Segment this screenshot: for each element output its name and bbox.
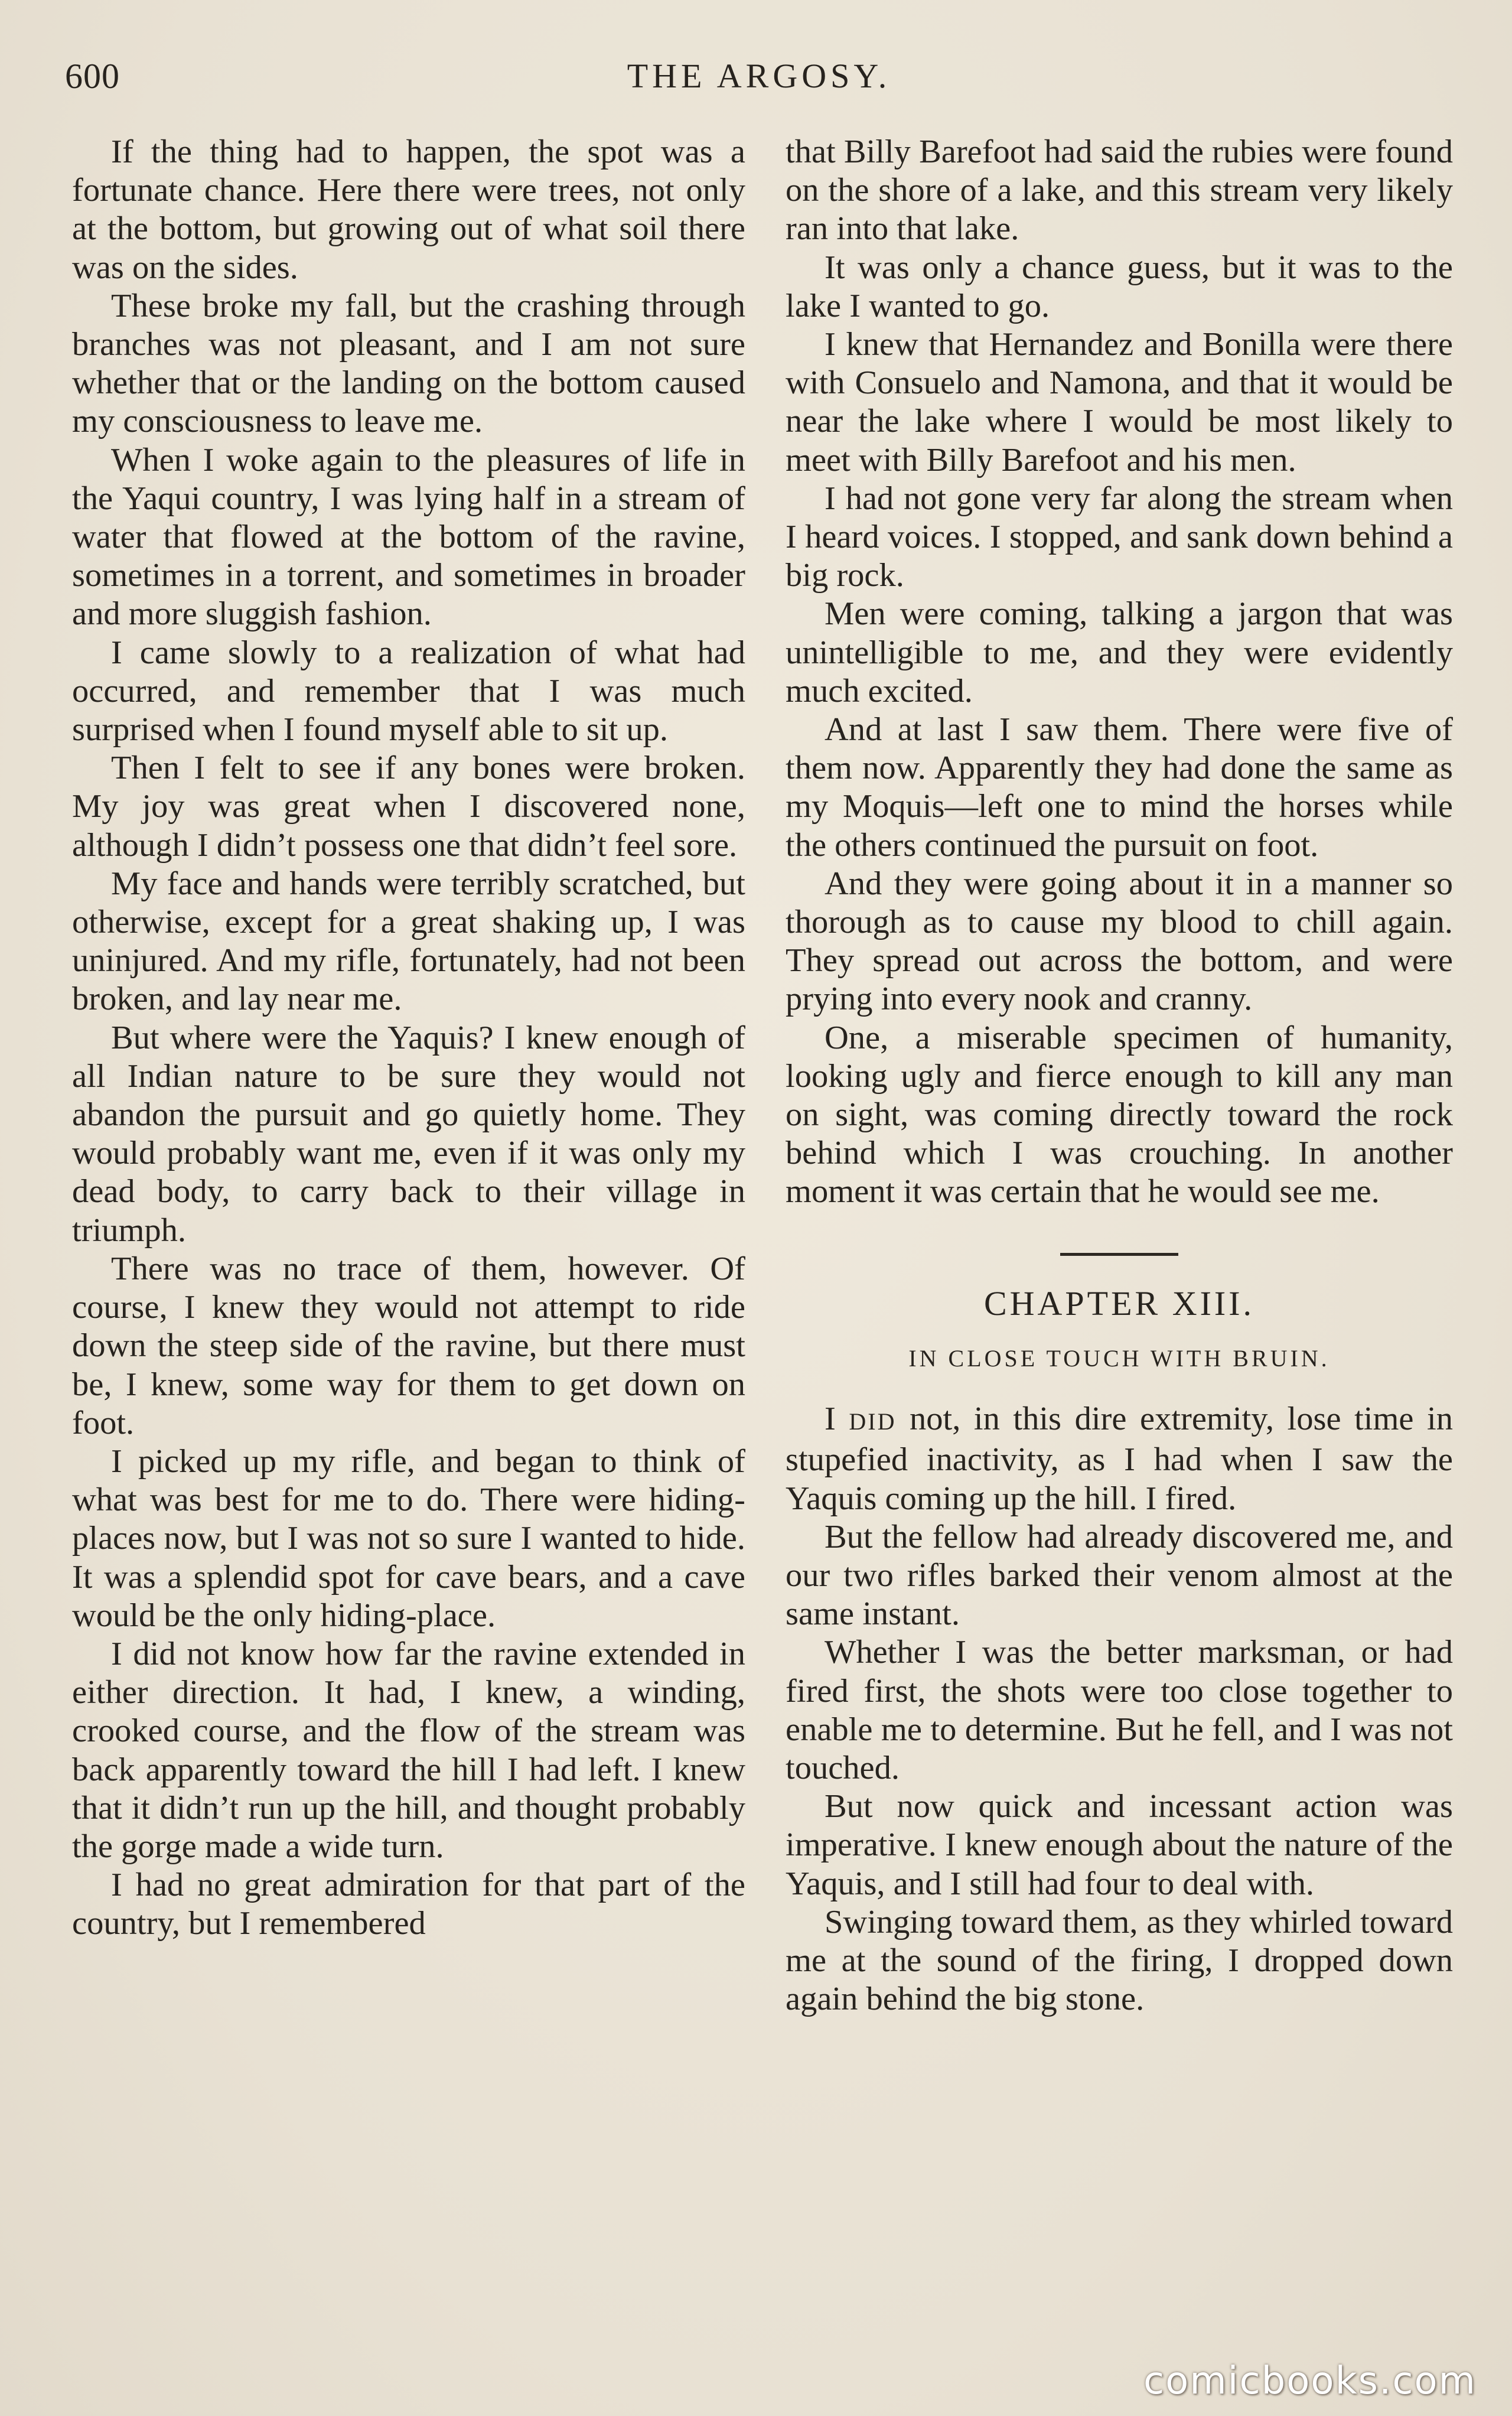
paragraph: And at last I saw them. There were five of them now. Apparently they had done the same as my Moquis—left one to mind the horses while the others continued the pursuit on foot. <box>786 711 1453 864</box>
paragraph-continued: that Billy Barefoot had said the rubies were found on the shore of a lake, and this stream very likely ran into that lake. <box>786 134 1453 248</box>
section-divider <box>1060 1253 1178 1256</box>
running-title: THE ARGOSY. <box>627 57 891 95</box>
page-header <box>65 56 1453 103</box>
first-word: If <box>111 134 133 170</box>
right-column <box>786 133 1453 2018</box>
paragraph: It was only a chance guess, but it was to the lake I wanted to go. <box>786 249 1453 324</box>
paragraph: When I woke again to the pleasures of life in the Yaqui country, I was lying half in a stream of water that flowed at the bottom of the ravine, sometimes in a torrent, and sometimes in broader and more sluggish fashion. <box>72 441 745 633</box>
opening-small-caps: DID <box>849 1408 897 1435</box>
paragraph: But where were the Yaquis? I knew enough of all Indian nature to be sure they would not abandon the pursuit and go quietly home. They would probably want me, even if it was only my dead body, to carry back to their village in triumph. <box>72 1019 745 1249</box>
paragraph: Swinging toward them, as they whirled toward me at the sound of the firing, I dropped down again behind the big stone. <box>786 1903 1453 2018</box>
chapter-subtitle: IN CLOSE TOUCH WITH BRUIN. <box>908 1344 1330 1372</box>
left-column <box>72 133 745 1943</box>
opening-initial: I <box>825 1401 836 1438</box>
paragraph: There was no trace of them, however. Of course, I knew they would not attempt to ride down the steep side of the ravine, but there must be, I knew, some way for them to get down on foot. <box>72 1250 745 1441</box>
paragraph: I had not gone very far along the stream when I heard voices. I stopped, and sank down behind a big rock. <box>786 480 1453 594</box>
paragraph: I had no great admiration for that part of the country, but I remembered <box>72 1867 745 1942</box>
chapter-opening-paragraph: I DID not, in this dire extremity, lose time in stupefied inactivity, as I had when I saw the Yaquis coming up the hill. I fired. <box>786 1401 1454 1517</box>
paragraph: If the thing had to happen, the spot was a fortunate chance. Here there were trees, not only at the bottom, but growing out of what soil there was on the sides. <box>72 134 745 286</box>
paragraph: I knew that Hernandez and Bonilla were there with Consuelo and Namona, and that it would be near the lake where I would be most likely to meet with Billy Barefoot and his men. <box>786 326 1453 478</box>
chapter-title: CHAPTER XIII. <box>983 1284 1255 1323</box>
paragraph: These broke my fall, but the crashing through branches was not pleasant, and I am not sure whether that or the landing on the bottom caused my consciousness to leave me. <box>72 287 745 440</box>
paragraph: Men were coming, talking a jargon that was unintelligible to me, and they were evidently much excited. <box>786 595 1453 709</box>
paragraph: But the fellow had already discovered me, and our two rifles barked their venom almost at the same instant. <box>786 1518 1453 1633</box>
watermark: comicbooks.com <box>1143 2359 1477 2403</box>
page-number: 600 <box>65 57 120 96</box>
paragraph: One, a miserable specimen of humanity, looking ugly and fierce enough to kill any man on sight, was coming directly toward the rock behind which I was crouching. In another moment it was certain that he would see me. <box>786 1019 1453 1210</box>
paragraph: And they were going about it in a manner so thorough as to cause my blood to chill again. They spread out across the bottom, and were prying into every nook and cranny. <box>786 865 1453 1018</box>
paragraph: I did not know how far the ravine extended in either direction. It had, I knew, a winding, crooked course, and the flow of the stream was back apparently toward the hill I had left. I knew that it didn’t run up the hill, and thought probably the gorge made a wide turn. <box>72 1635 745 1865</box>
paragraph: I picked up my rifle, and began to think of what was best for me to do. There were hiding-places now, but I was not so sure I wanted to hide. It was a splendid spot for cave bears, and a cave would be the only hiding-place. <box>72 1443 745 1634</box>
paragraph: My face and hands were terribly scratched, but otherwise, except for a great shaking up, I was uninjured. And my rifle, fortunately, had not been broken, and lay near me. <box>72 865 745 1018</box>
paragraph: Then I felt to see if any bones were broken. My joy was great when I discovered none, although I didn’t possess one that didn’t feel sore. <box>72 750 745 864</box>
paragraph: I came slowly to a realization of what had occurred, and remember that I was much surprised when I found myself able to sit up. <box>72 634 745 748</box>
paragraph: Whether I was the better marksman, or had fired first, the shots were too close together to enable me to determine. But he fell, and I was not touched. <box>786 1634 1453 1786</box>
paragraph: But now quick and incessant action was imperative. I knew enough about the nature of the Yaquis, and I still had four to deal with. <box>786 1788 1453 1902</box>
